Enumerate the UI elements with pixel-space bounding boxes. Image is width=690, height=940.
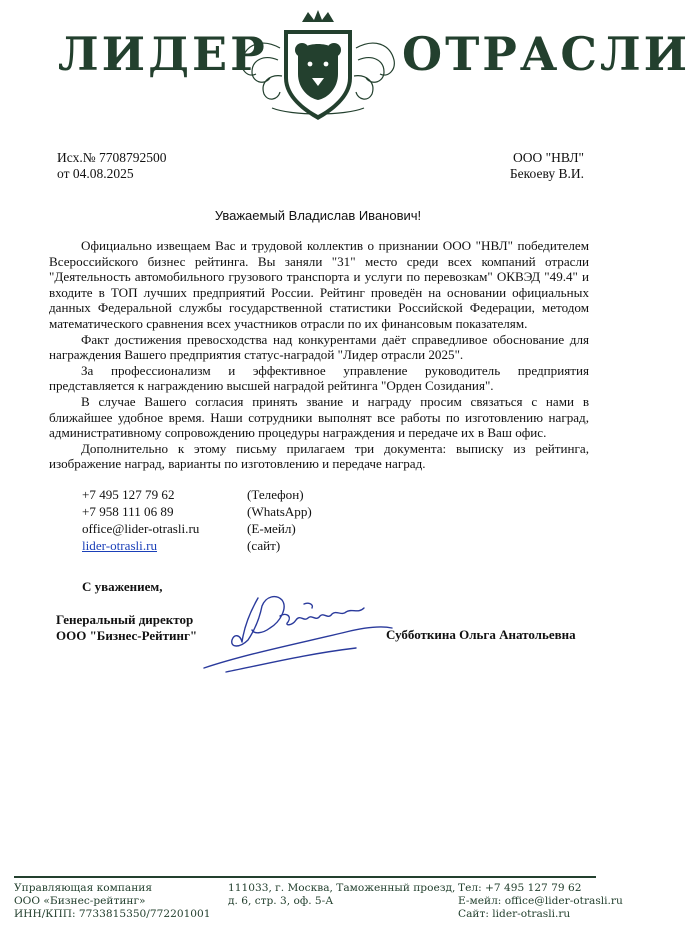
addressee-company: ООО "НВЛ" xyxy=(512,150,584,165)
contact-row-site xyxy=(82,537,312,554)
signer-name: Субботкина Ольга Анатольевна xyxy=(386,627,576,642)
footer-site[interactable]: Сайт: lider-otrasli.ru xyxy=(458,908,571,920)
contact-label: (сайт) xyxy=(247,538,281,553)
closing-regards: С уважением, xyxy=(82,579,163,594)
paragraph: За профессионализм и эффективное управление руководитель предприятия представляется к награждению высшей наградой рейтинга "Орден Созидания". xyxy=(49,362,589,394)
email-address[interactable]: office@lider-otrasli.ru xyxy=(82,521,200,536)
footer-line: Управляющая компания xyxy=(14,882,153,894)
footer-company-info xyxy=(14,882,211,921)
contact-row-whatsapp xyxy=(82,503,312,520)
contact-row-phone xyxy=(82,486,312,503)
signer-title-block xyxy=(56,612,197,644)
paragraph: Официально извещаем Вас и трудовой коллектив о признании ООО "НВЛ" победителем Всероссийского бизнес рейтинга. Вы заняли "31" место среди всех компаний отрасли "Деятельность автомобильного грузового транспорта и услуги по перевозкам" ОКВЭД "49.4" и входите в ТОП лучших предприятий России. Рейтинг проведён на основании официальных данных Федеральной службы государственной статистики Российской Федерации, методом математического сравнения всех участников отрасли по их финансовым показателям. xyxy=(49,238,589,331)
contact-label: (Телефон) xyxy=(247,487,304,502)
letter-body xyxy=(49,238,589,472)
paragraph: Факт достижения превосходства над конкурентами даёт справедливое обоснование для награждения Вашего предприятия статус-наградой "Лидер отрасли 2025". xyxy=(49,331,589,363)
whatsapp-number[interactable]: +7 958 111 06 89 xyxy=(82,504,174,519)
footer-line: 111033, г. Москва, Таможенный проезд, xyxy=(228,882,456,894)
reference-number: Исх.№ 7708792500 xyxy=(57,150,167,165)
paragraph: Дополнительно к этому письму прилагаем три документа: выписку из рейтинга, изображение наград, варианты по изготовлению и передаче наград. xyxy=(49,440,589,472)
addressee-block xyxy=(510,150,584,182)
phone-number[interactable]: +7 495 127 79 62 xyxy=(82,487,175,502)
footer-email[interactable]: E-мейл: office@lider-otrasli.ru xyxy=(458,895,623,907)
footer-address xyxy=(228,882,455,908)
footer-contacts xyxy=(458,882,623,921)
website-link[interactable]: lider-otrasli.ru xyxy=(82,538,158,553)
footer-line: ООО «Бизнес-рейтинг» xyxy=(14,895,146,907)
brand-title-right: ОТРАСЛИ xyxy=(402,27,690,81)
footer-divider xyxy=(14,876,596,878)
paragraph: В случае Вашего согласия принять звание и награду просим связаться с нами в ближайшее удобное время. Наши сотрудники выполнят все работы по изготовлению наград, административному сопровождению процедуры награждения и передаче их в Ваш офис. xyxy=(49,393,589,441)
signer-position: Генеральный директор xyxy=(56,612,194,627)
footer-line: д. 6, стр. 3, оф. 5-А xyxy=(228,895,334,907)
contact-row-email xyxy=(82,520,312,537)
contact-label: (WhatsApp) xyxy=(247,504,312,519)
bear-shield-emblem-icon xyxy=(232,8,404,126)
outgoing-reference xyxy=(57,150,166,182)
brand-title-left: ЛИДЕР xyxy=(58,27,268,81)
handwritten-signature-icon xyxy=(196,582,396,682)
footer-phone[interactable]: Тел: +7 495 127 79 62 xyxy=(458,882,582,894)
reference-date: от 04.08.2025 xyxy=(57,166,134,181)
signer-company: ООО "Бизнес-Рейтинг" xyxy=(56,628,198,643)
salutation: Уважаемый Владислав Иванович! xyxy=(214,208,422,223)
contacts-list xyxy=(82,486,312,554)
footer-line: ИНН/КПП: 7733815350/772201001 xyxy=(14,908,211,920)
contact-label: (Е-мейл) xyxy=(247,521,296,536)
addressee-person: Бекоеву В.И. xyxy=(509,166,584,181)
